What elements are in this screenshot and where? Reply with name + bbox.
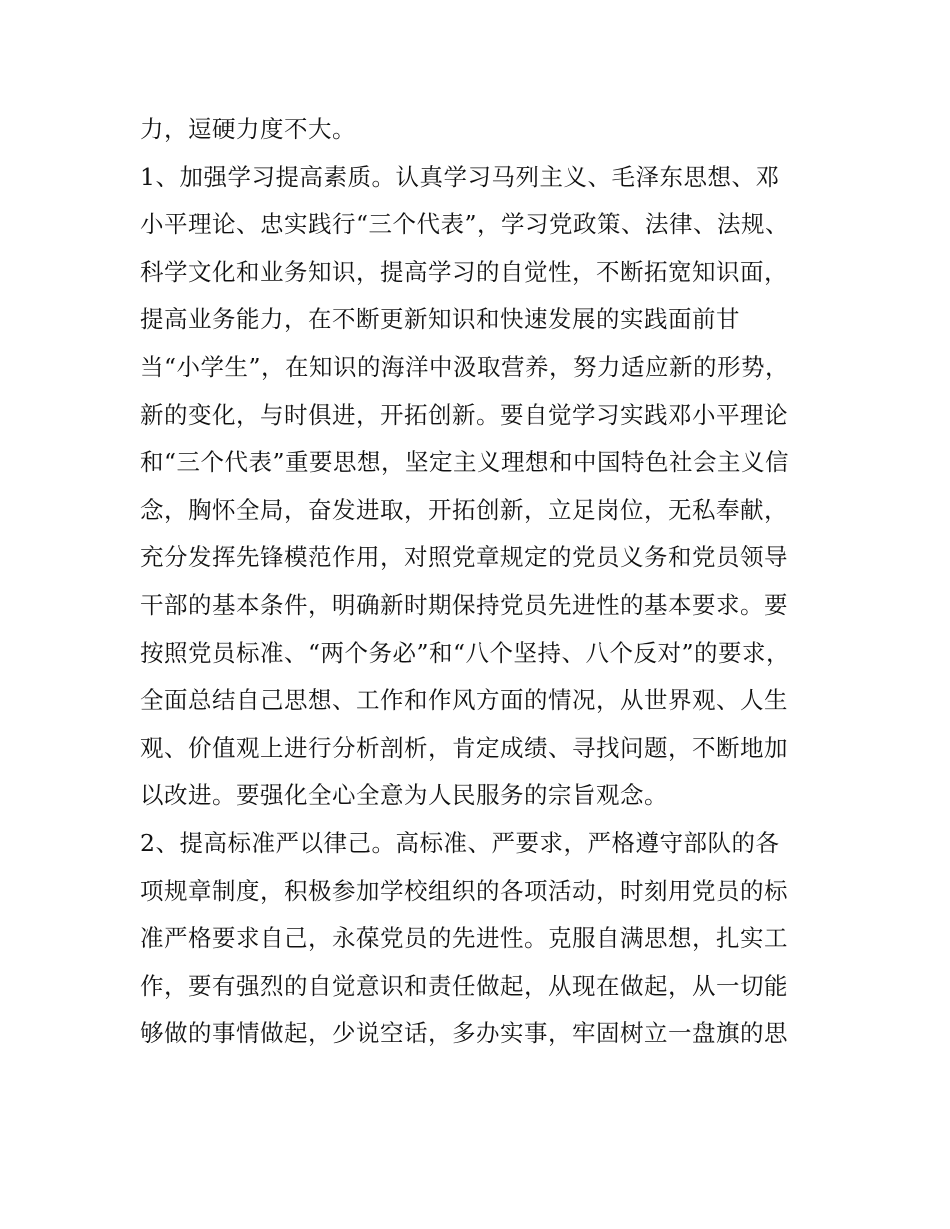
text-line: 准严格要求自己，永葆党员的先进性。克服自满思想，扎实工 (140, 924, 788, 953)
text-line: 念，胸怀全局，奋发进取，开拓创新，立足岗位，无私奉献， (140, 495, 788, 524)
text-line: 够做的事情做起，少说空话，多办实事，牢固树立一盘旗的思 (140, 1019, 788, 1048)
text-line: 干部的基本条件，明确新时期保持党员先进性的基本要求。要 (140, 590, 788, 619)
text-line: 小平理论、忠实践行“三个代表”，学习党政策、法律、法规、 (140, 210, 790, 239)
text-line: 全面总结自己思想、工作和作风方面的情况，从世界观、人生 (140, 686, 788, 715)
text-line: 作，要有强烈的自觉意识和责任做起，从现在做起，从一切能 (140, 971, 788, 1000)
text-line: 力，逗硬力度不大。 (140, 115, 356, 143)
text-line: 以改进。要强化全心全意为人民服务的宗旨观念。 (140, 781, 668, 810)
text-line: 提高业务能力，在不断更新知识和快速发展的实践面前甘 (140, 305, 740, 334)
text-line: 1、加强学习提高素质。认真学习马列主义、毛泽东思想、邓 (140, 162, 780, 191)
text-line: 当“小学生”，在知识的海洋中汲取营养，努力适应新的形势， (140, 352, 790, 381)
text-line: 科学文化和业务知识，提高学习的自觉性，不断拓宽知识面， (140, 257, 788, 286)
text-line: 新的变化，与时俱进，开拓创新。要自觉学习实践邓小平理论 (140, 400, 788, 429)
body-text (140, 106, 830, 1058)
text-line: 项规章制度，积极参加学校组织的各项活动，时刻用党员的标 (140, 876, 788, 905)
text-line: 充分发挥先锋模范作用，对照党章规定的党员义务和党员领导 (140, 543, 788, 572)
text-line: 观、价值观上进行分析剖析，肯定成绩、寻找问题，不断地加 (140, 733, 788, 762)
text-line: 按照党员标准、“两个务必”和“八个坚持、八个反对”的要求， (140, 638, 791, 667)
text-line: 2、提高标准严以律己。高标准、严要求，严格遵守部队的各 (140, 828, 780, 857)
text-line: 和“三个代表”重要思想，坚定主义理想和中国特色社会主义信 (140, 448, 790, 477)
